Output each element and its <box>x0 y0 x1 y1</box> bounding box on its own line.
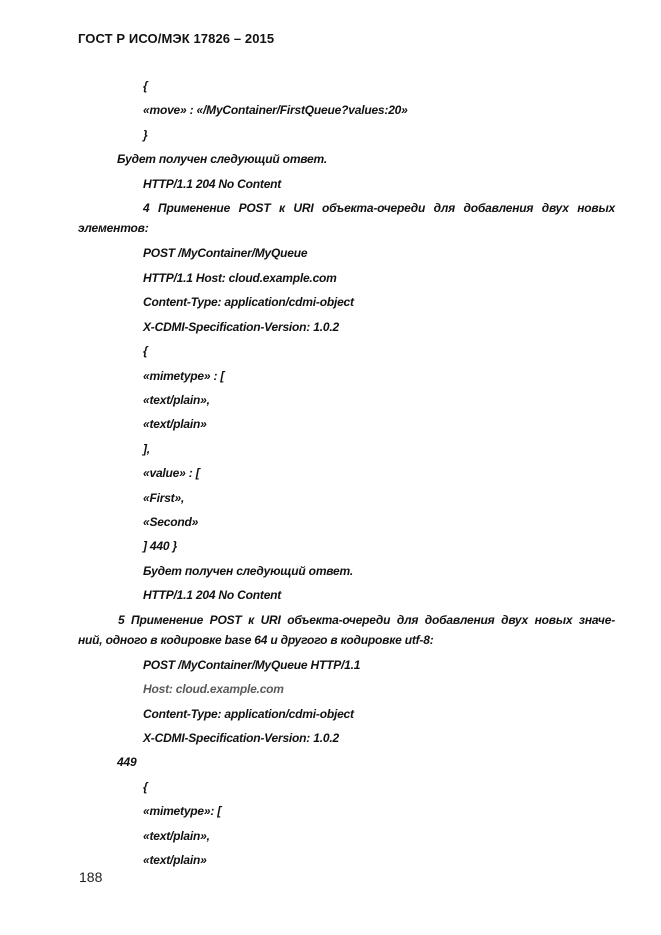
code-line: POST /MyContainer/MyQueue HTTP/1.1 <box>143 658 361 672</box>
code-line: «text/plain», <box>143 393 210 407</box>
paragraph-first-line: 5 Применение POST к URI объекта-очереди для добавления двух новых значе- <box>118 613 615 627</box>
code-line: } <box>143 128 148 142</box>
line-number-marker: 449 <box>117 755 137 769</box>
paragraph-continuation: элементов: <box>78 221 149 235</box>
code-line: Host: cloud.example.com <box>143 682 284 696</box>
page-number: 188 <box>79 869 103 885</box>
body-text: Будет получен следующий ответ. <box>143 564 353 578</box>
code-line: Content-Type: application/cdmi-object <box>143 707 354 721</box>
code-line: HTTP/1.1 204 No Content <box>143 588 282 602</box>
code-line: Content-Type: application/cdmi-object <box>143 295 354 309</box>
code-line: «mimetype» : [ <box>143 369 225 383</box>
code-line: POST /MyContainer/MyQueue <box>143 246 308 260</box>
code-line: «text/plain», <box>143 829 210 843</box>
code-line: { <box>143 79 148 93</box>
code-line: HTTP/1.1 Host: cloud.example.com <box>143 271 337 285</box>
code-line: X-CDMI-Specification-Version: 1.0.2 <box>143 731 339 745</box>
code-line: «mimetype»: [ <box>143 804 222 818</box>
code-line: ] 440 } <box>143 539 177 553</box>
body-text: Будет получен следующий ответ. <box>117 152 327 166</box>
code-line: «First», <box>143 491 185 505</box>
code-line: «text/plain» <box>143 853 207 867</box>
code-line: «value» : [ <box>143 466 200 480</box>
code-line: { <box>143 780 148 794</box>
code-line: { <box>143 344 148 358</box>
code-line: X-CDMI-Specification-Version: 1.0.2 <box>143 320 339 334</box>
code-line: ], <box>143 442 150 456</box>
code-line: «move» : «/MyContainer/FirstQueue?values:20» <box>143 103 408 117</box>
paragraph-continuation: ний, одного в кодировке base 64 и другого в кодировке utf-8: <box>78 633 434 647</box>
document-header: ГОСТ Р ИСО/МЭК 17826 – 2015 <box>78 31 275 46</box>
paragraph-first-line: 4 Применение POST к URI объекта-очереди для добавления двух новых <box>143 201 615 215</box>
code-line: «text/plain» <box>143 417 207 431</box>
code-line: HTTP/1.1 204 No Content <box>143 177 282 191</box>
code-line: «Second» <box>143 515 199 529</box>
